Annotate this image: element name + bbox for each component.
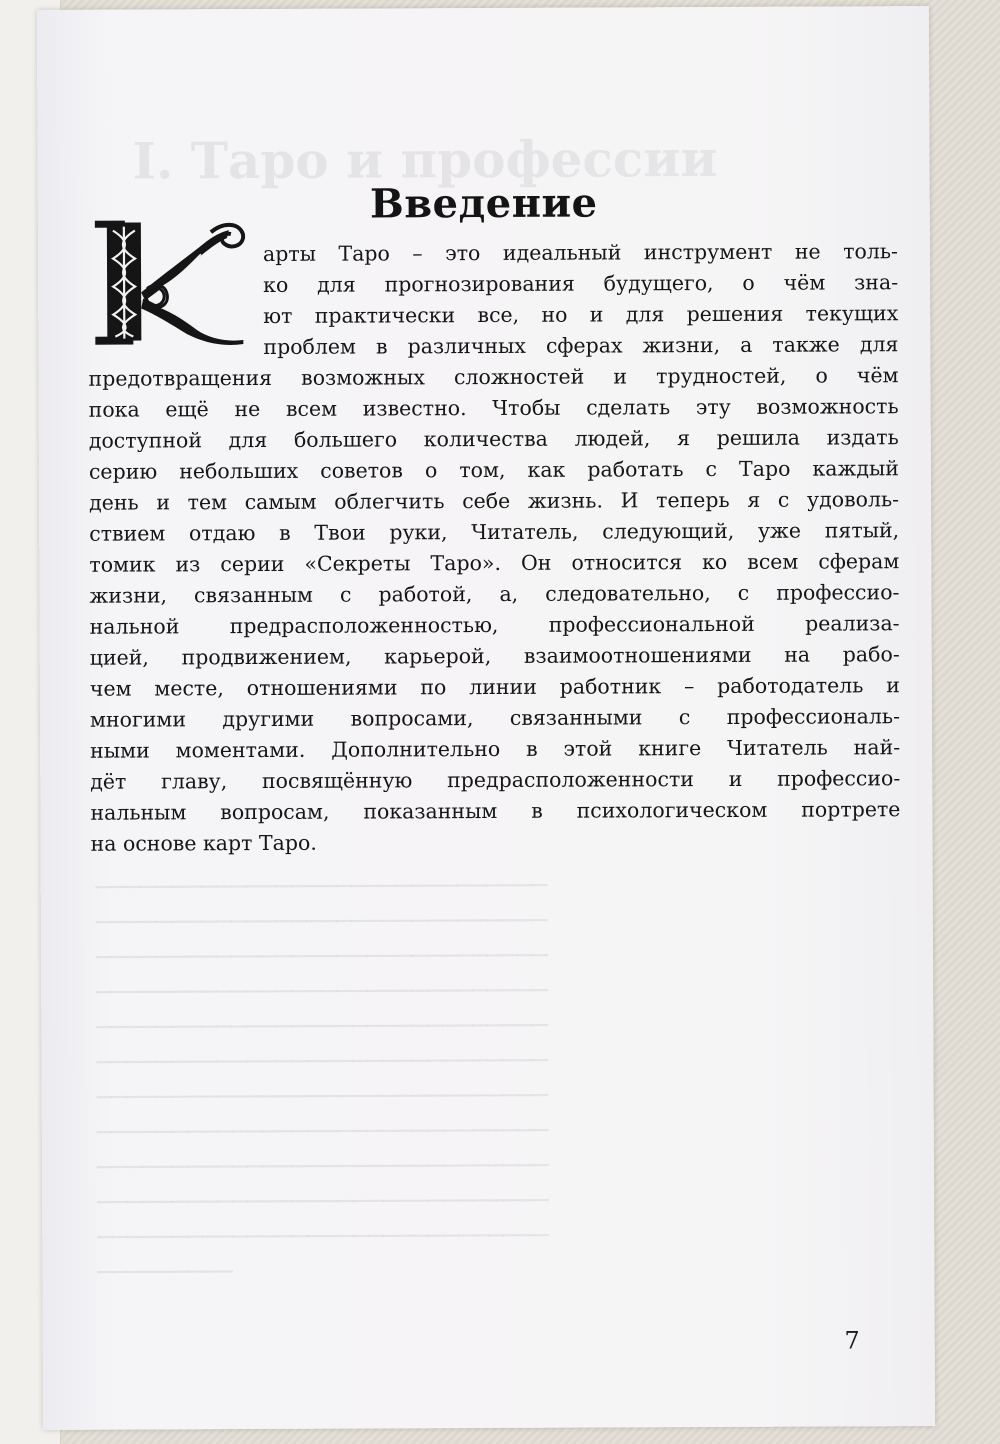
text-line: ют практически все, но и для решения текущих — [263, 301, 899, 328]
text-line: арты Таро – это идеальный инструмент не толь- — [262, 239, 899, 266]
text-line: на основе карт Таро. — [90, 830, 317, 856]
text-line: нальной предрасположенностью, профессиональной реализа- — [89, 611, 900, 639]
text-line: цией, продвижением, карьерой, взаимоотношениями на рабо- — [89, 642, 900, 670]
bleed-through-title: I. Таро и профессии — [132, 128, 718, 191]
text-line: ко для прогнозирования будущего, о чём зна- — [263, 270, 899, 297]
chapter-title: Введение — [369, 179, 598, 228]
introduction-text — [88, 236, 901, 860]
text-line: проблем в различных сферах жизни, а также для — [263, 332, 899, 359]
text-line: день и тем самым облегчить себе жизнь. И теперь я с удоволь- — [89, 487, 900, 515]
text-line: пока ещё не всем известно. Чтобы сделать эту возможность — [88, 394, 899, 422]
text-line: томик из серии «Секреты Таро». Он относится ко всем сферам — [89, 549, 900, 577]
text-line: доступной для большего количества людей, я решила издать — [88, 425, 899, 453]
text-line: предотвращения возможных сложностей и трудностей, о чём — [88, 363, 899, 391]
page-number: 7 — [844, 1326, 860, 1355]
book-page — [37, 6, 935, 1430]
text-line: нальным вопросам, показанным в психологическом портрете — [90, 797, 901, 825]
text-line: чем месте, отношениями по линии работник – работодатель и — [89, 673, 900, 701]
text-line: дёт главу, посвящённую предрасположенности и профессио- — [90, 766, 901, 794]
text-line: ствием отдаю в Твои руки, Читатель, следующий, уже пятый, — [89, 518, 900, 546]
text-line: серию небольших советов о том, как работать с Таро каждый — [88, 456, 899, 484]
text-line: многими другими вопросами, связанными с профессиональ- — [89, 704, 901, 732]
bleed-through-text: ────────────────────────────── ────────────────────────────── ────────────────────────────── ────────────────────────────── ────────────────────────────── ────────────────────────────── ────────────────────────────── ────────────────────────────── ────────────────────────────── ────────────────────────────── ────────────────────────────── ───────── — [95, 870, 549, 1287]
text-line: ными моментами. Дополнительно в этой книге Читатель най- — [90, 735, 901, 763]
text-line: жизни, связанным с работой, а, следовательно, с профессио- — [89, 580, 900, 608]
